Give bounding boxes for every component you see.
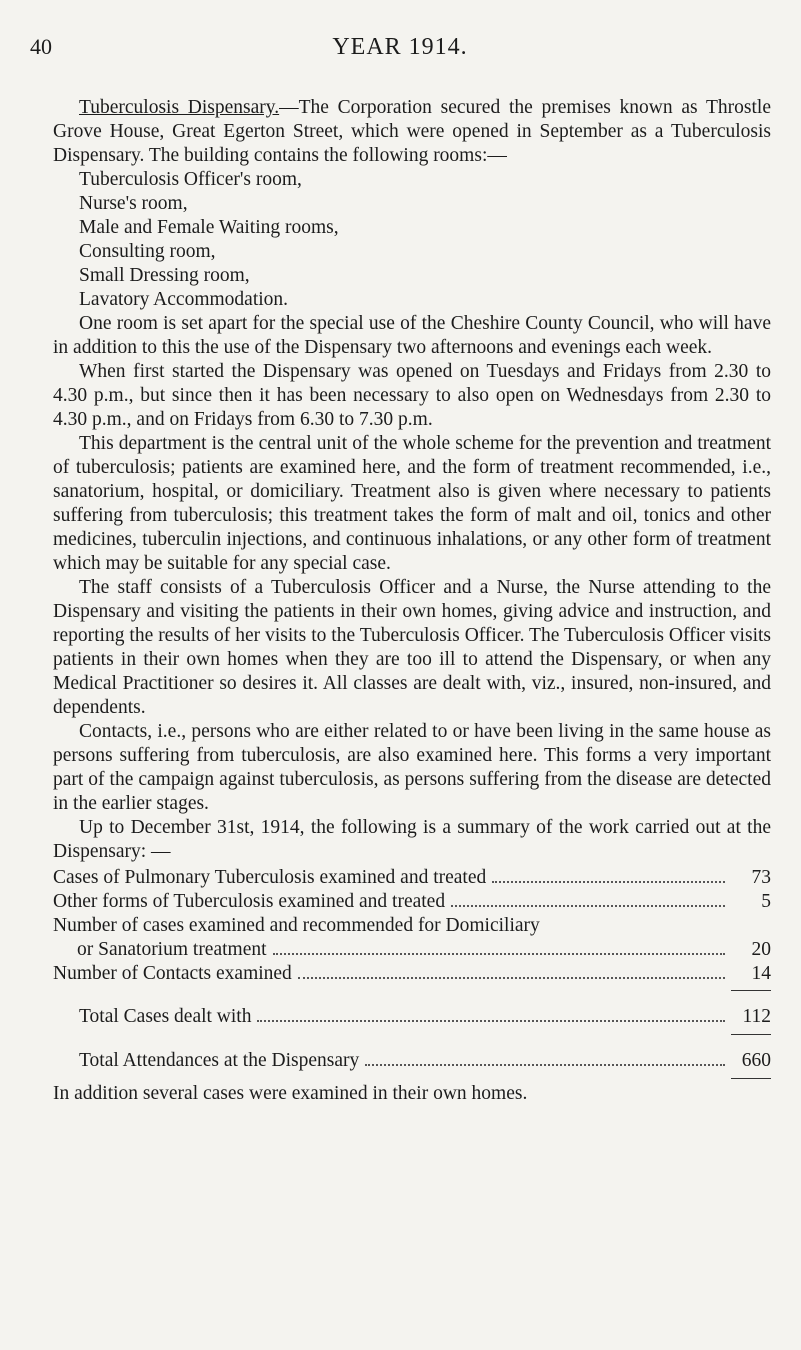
summary-label: Cases of Pulmonary Tuberculosis examined and treated [53,867,487,888]
summary-value: 20 [751,939,771,960]
room-item: Nurse's room, [79,193,188,214]
dot-leader [273,953,725,955]
summary-label: Number of Contacts examined [53,963,292,984]
summary-label: Number of cases examined and recommended for Domiciliary [53,915,540,936]
section-heading: Tuberculosis Dispensary. [79,97,280,118]
summary-value: 73 [751,867,771,888]
room-item: Small Dressing room, [79,265,250,286]
sum-rule [53,1030,771,1038]
room-item: Male and Female Waiting rooms, [79,217,339,238]
summary-value: 5 [761,891,771,912]
summary-label: Other forms of Tuberculosis examined and treated [53,891,446,912]
paragraph-cheshire: One room is set apart for the special use of the Cheshire County Council, who will have in addition to this the use of the Dispensary two afternoons and evenings each week. [53,313,771,358]
summary-label-continued: or Sanatorium treatment [77,939,267,960]
page-header [30,34,770,74]
summary-row [53,914,771,938]
dot-leader [451,905,725,907]
dot-leader [492,881,725,883]
dot-leader [298,977,725,979]
page-number: 40 [30,34,52,59]
room-item: Lavatory Accommodation. [79,289,289,310]
summary-row [53,962,771,986]
total-cases-label: Total Cases dealt with [79,1006,252,1027]
summary-table [53,866,771,1082]
total-cases-row [53,1004,771,1030]
total-attendances-label: Total Attendances at the Dispensary [79,1050,360,1071]
paragraph-summary-intro: Up to December 31st, 1914, the following is a summary of the work carried out at the Dispensary: — [53,817,771,862]
total-cases-value: 112 [742,1006,771,1027]
summary-row [53,890,771,914]
total-attendances-value: 660 [741,1050,771,1071]
paragraph-contacts: Contacts, i.e., persons who are either related to or have been living in the same house as persons suffering from tuberculosis, are also examined here. This forms a very important part of the campaign against tuberculosis, as persons suffering from the disease are detected in the earlier stages. [53,721,771,814]
body-text [53,96,771,1106]
summary-row-continued [53,938,771,962]
closing-paragraph: In addition several cases were examined in their own homes. [53,1083,528,1104]
sum-rule [53,986,771,994]
sum-rule [53,1074,771,1082]
dot-leader [365,1064,725,1066]
dot-leader [257,1020,725,1022]
summary-row [53,866,771,890]
room-item: Tuberculosis Officer's room, [79,169,302,190]
room-item: Consulting room, [79,241,216,262]
paragraph-opening-hours: When first started the Dispensary was opened on Tuesdays and Fridays from 2.30 to 4.30 p.m., but since then it has been necessary to also open on Wednesdays from 2.30 to 4.30 p.m., and on Fridays from 6.30 to 7.30 p.m. [53,361,771,430]
intro-text: —The Corporation secured the premises known as Throstle Grove House, Great Egerton Street, which were opened in September as a Tuberculosis Dispensary. The building contains the following rooms:— [53,97,771,166]
paragraph-department: This department is the central unit of the whole scheme for the prevention and treatment of tuberculosis; patients are examined here, and the form of treatment recommended, i.e., sanatorium, hospital, or domiciliary. Treatment also is given where necessary to patients suffering from tuberculosis; this treatment takes the form of malt and oil, tonics and other medicines, tuberculin injections, and continuous inhalations, or any other form of treatment which may be suitable for any special case. [53,433,771,574]
running-head: YEAR 1914. [332,34,468,60]
rooms-list [79,168,771,312]
summary-value: 14 [751,963,771,984]
total-attendances-row [53,1048,771,1074]
paragraph-staff: The staff consists of a Tuberculosis Officer and a Nurse, the Nurse attending to the Dispensary and visiting the patients in their own homes, giving advice and instruction, and reporting the results of her visits to the Tuberculosis Officer. The Tuberculosis Officer visits patients in their own homes when they are too ill to attend the Dispensary, or when any Medical Practitioner so desires it. All classes are dealt with, viz., insured, non-insured, and dependents. [53,577,771,718]
paragraph-intro [53,96,771,168]
